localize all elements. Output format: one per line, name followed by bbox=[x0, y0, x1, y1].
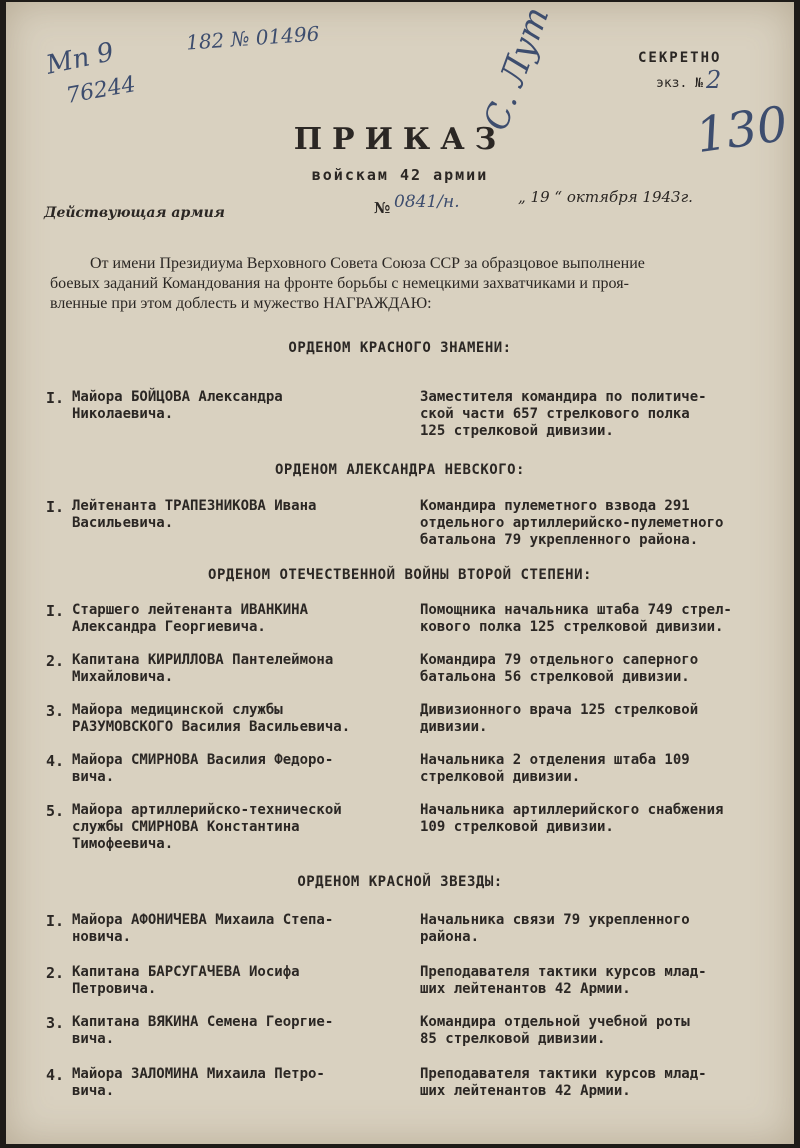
entry-position: ших лейтенантов 42 Армии. bbox=[420, 1083, 631, 1099]
section-heading: ОРДЕНОМ КРАСНОЙ ЗВЕЗДЫ: bbox=[297, 874, 503, 890]
entry-name: Лейтенанта ТРАПЕЗНИКОВА Ивана bbox=[72, 498, 317, 514]
intro-line: боевых заданий Командования на фронте борьбы с немецкими захватчиками и проя- bbox=[50, 275, 629, 292]
entry-name: Старшего лейтенанта ИВАНКИНА bbox=[72, 602, 309, 618]
entry-number: 2. bbox=[46, 652, 65, 670]
section-heading: ОРДЕНОМ АЛЕКСАНДРА НЕВСКОГО: bbox=[274, 462, 525, 478]
entry-position: Начальника 2 отделения штаба 109 bbox=[420, 752, 690, 768]
entry-name: вича. bbox=[72, 1031, 115, 1047]
entry-position: ской части 657 стрелкового полка bbox=[420, 406, 690, 422]
entry-position: Преподавателя тактики курсов млад- bbox=[420, 1066, 707, 1082]
entry-name: Тимофеевича. bbox=[72, 836, 174, 852]
entry-position: Преподавателя тактики курсов млад- bbox=[420, 964, 707, 980]
entry-position: Помощника начальника штаба 749 стрел- bbox=[420, 602, 732, 618]
entry-position: стрелковой дивизии. bbox=[420, 769, 581, 785]
entry-name: Майора медицинской службы bbox=[72, 702, 283, 718]
entry-number: I. bbox=[46, 602, 65, 620]
entry-name: Александра Георгиевича. bbox=[72, 619, 266, 635]
entry-name: службы СМИРНОВА Константина bbox=[72, 819, 300, 835]
copy-label: экз. № bbox=[656, 76, 703, 91]
entry-name: Капитана ВЯКИНА Семена Георгие- bbox=[72, 1014, 334, 1030]
entry-number: I. bbox=[46, 498, 65, 516]
copy-number: 2 bbox=[706, 66, 722, 94]
entry-position: 85 стрелковой дивизии. bbox=[420, 1031, 606, 1047]
entry-position: 125 стрелковой дивизии. bbox=[420, 423, 614, 439]
entry-position: дивизии. bbox=[420, 719, 488, 735]
entry-number: I. bbox=[46, 389, 65, 407]
entry-name: новича. bbox=[72, 929, 132, 945]
handwritten-signature: С. Лут bbox=[476, 2, 558, 136]
intro-line: вленные при этом доблесть и мужество НАГРАЖДАЮ: bbox=[50, 295, 432, 312]
document-subtitle: войскам 42 армии bbox=[311, 166, 489, 184]
handwritten-page-number: 130 bbox=[692, 95, 792, 165]
entry-position: Командира пулеметного взвода 291 bbox=[420, 498, 690, 514]
entry-position: Командира отдельной учебной роты bbox=[420, 1014, 690, 1030]
entry-name: вича. bbox=[72, 1083, 115, 1099]
order-number-value: 0841/н. bbox=[394, 192, 460, 212]
entry-name: Михайловича. bbox=[72, 669, 174, 685]
entry-position: ших лейтенантов 42 Армии. bbox=[420, 981, 631, 997]
entry-name: Капитана КИРИЛЛОВА Пантелеймона bbox=[72, 652, 334, 668]
entry-name: РАЗУМОВСКОГО Василия Васильевича. bbox=[72, 719, 351, 735]
intro-line: От имени Президиума Верховного Совета Союза ССР за образцовое выполнение bbox=[90, 255, 645, 272]
entry-number: 5. bbox=[46, 802, 65, 820]
entry-name: Майора ЗАЛОМИНА Михаила Петро- bbox=[72, 1066, 325, 1082]
order-date: „ 19 “ октября 1943г. bbox=[518, 188, 693, 206]
handwritten-note-2: 76244 bbox=[64, 72, 138, 109]
entry-name: Майора АФОНИЧЕВА Михаила Степа- bbox=[72, 912, 334, 928]
entry-position: Дивизионного врача 125 стрелковой bbox=[420, 702, 699, 718]
entry-position: района. bbox=[420, 929, 480, 945]
entry-number: 4. bbox=[46, 1066, 65, 1084]
order-number-label: № bbox=[374, 199, 391, 217]
entry-position: батальона 79 укрепленного района. bbox=[420, 532, 699, 548]
entry-position: Начальника связи 79 укрепленного bbox=[420, 912, 690, 928]
document-title: ПРИКАЗ bbox=[293, 122, 507, 157]
entry-position: кового полка 125 стрелковой дивизии. bbox=[420, 619, 724, 635]
entry-name: вича. bbox=[72, 769, 115, 785]
entry-number: 2. bbox=[46, 964, 65, 982]
entry-name: Николаевича. bbox=[72, 406, 174, 422]
entry-position: отдельного артиллерийско-пулеметного bbox=[420, 515, 724, 531]
entry-position: Заместителя командира по политиче- bbox=[420, 389, 707, 405]
army-label: Действующая армия bbox=[44, 205, 225, 221]
handwritten-registration: 182 № 01496 bbox=[185, 21, 321, 55]
section-heading: ОРДЕНОМ ОТЕЧЕСТВЕННОЙ ВОЙНЫ ВТОРОЙ СТЕПЕНИ: bbox=[208, 567, 592, 583]
entry-number: 3. bbox=[46, 1014, 65, 1032]
entry-number: 3. bbox=[46, 702, 65, 720]
secret-stamp: СЕКРЕТНО bbox=[638, 50, 722, 66]
entry-name: Капитана БАРСУГАЧЕВА Иосифа bbox=[72, 964, 300, 980]
entry-position: 109 стрелковой дивизии. bbox=[420, 819, 614, 835]
entry-position: Начальника артиллерийского снабжения bbox=[420, 802, 724, 818]
entry-number: I. bbox=[46, 912, 65, 930]
entry-position: батальона 56 стрелковой дивизии. bbox=[420, 669, 690, 685]
entry-name: Майора артиллерийско-технической bbox=[72, 802, 342, 818]
entry-name: Майора СМИРНОВА Василия Федоро- bbox=[72, 752, 334, 768]
entry-position: Командира 79 отдельного саперного bbox=[420, 652, 699, 668]
document-page bbox=[6, 2, 794, 1144]
entry-name: Майора БОЙЦОВА Александра bbox=[72, 389, 283, 405]
entry-name: Васильевича. bbox=[72, 515, 174, 531]
entry-name: Петровича. bbox=[72, 981, 157, 997]
handwritten-note-1: Мп 9 bbox=[43, 37, 117, 81]
entry-number: 4. bbox=[46, 752, 65, 770]
section-heading: ОРДЕНОМ КРАСНОГО ЗНАМЕНИ: bbox=[288, 340, 512, 356]
